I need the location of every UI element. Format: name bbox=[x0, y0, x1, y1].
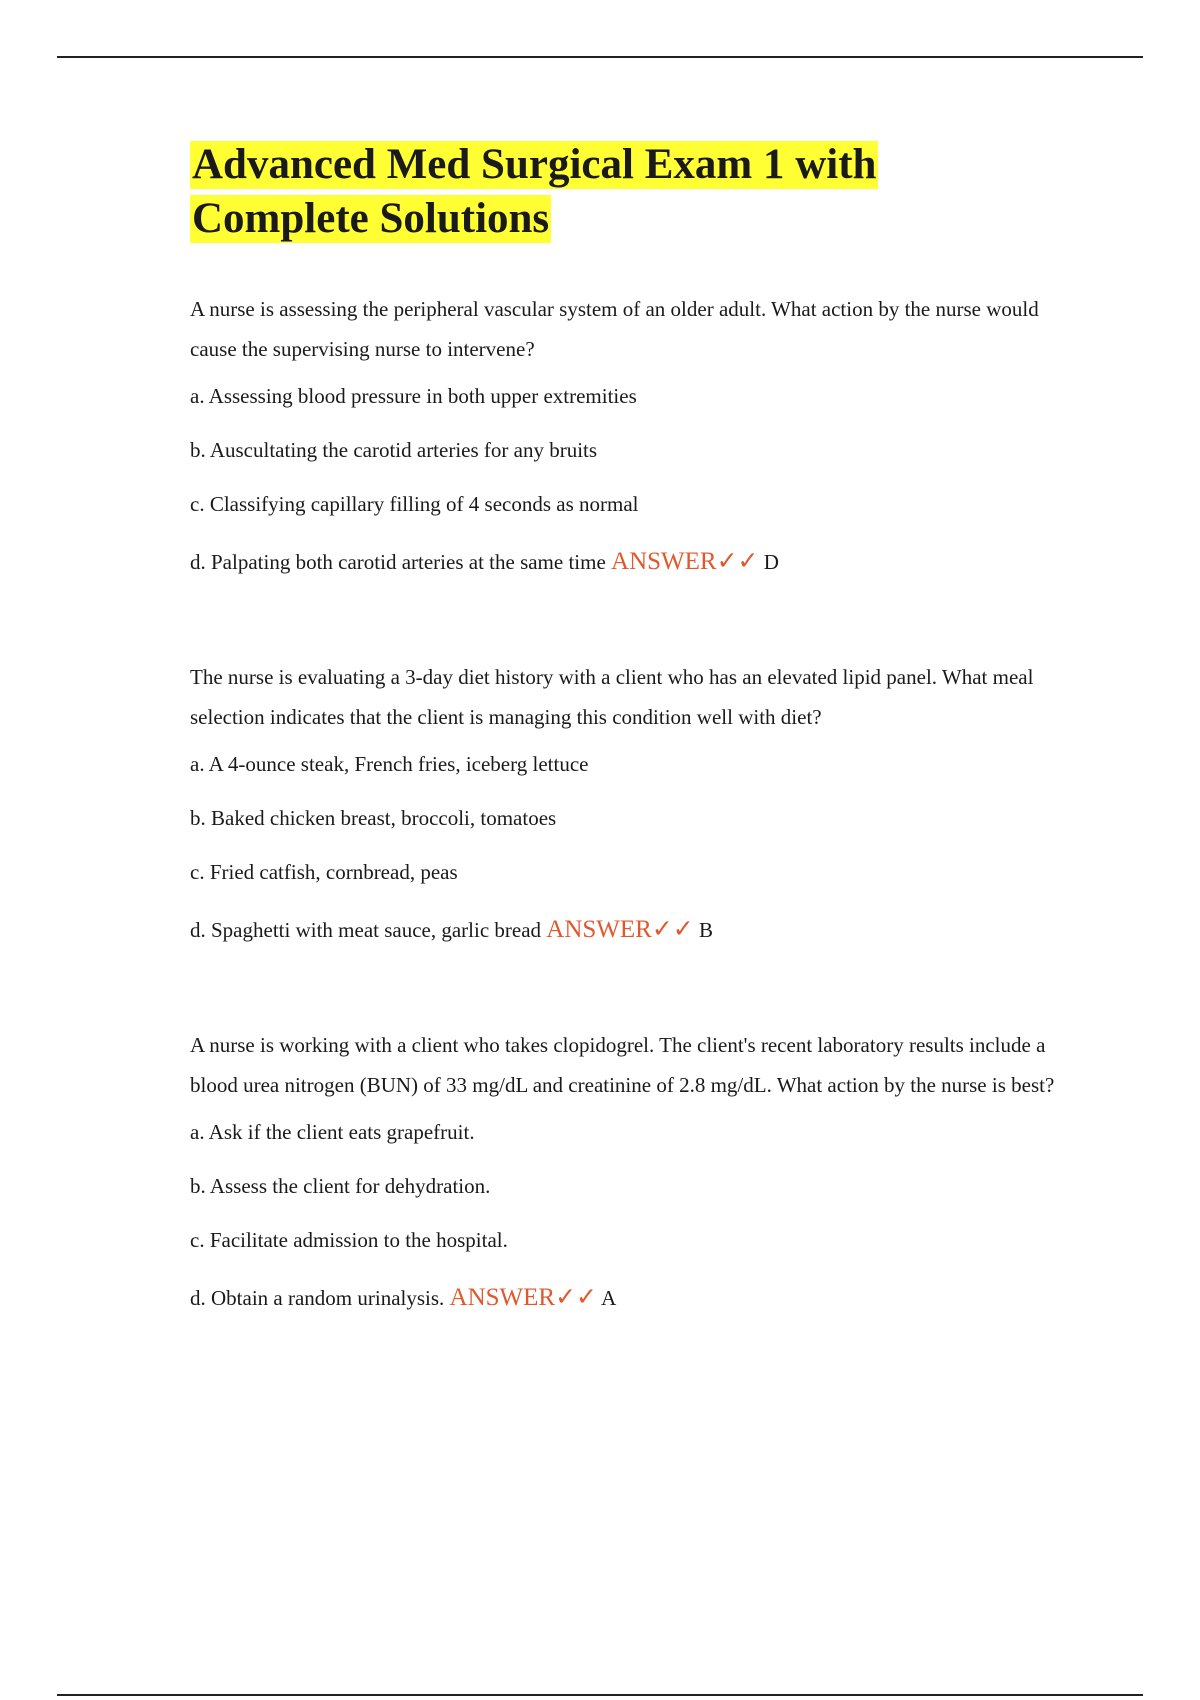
answer-option: c. Fried catfish, cornbread, peas bbox=[190, 860, 458, 884]
title-line-1: Advanced Med Surgical Exam 1 with bbox=[192, 141, 877, 188]
bottom-rule bbox=[57, 1694, 1143, 1696]
question-block bbox=[190, 1025, 1060, 1313]
question-stem: A nurse is working with a client who takes clopidogrel. The client's recent laboratory results include a blood urea nitrogen (BUN) of 33 mg/dL and creatinine of 2.8 mg/dL. What action by the nurse is best? bbox=[190, 1033, 1055, 1097]
option-text: d. Spaghetti with meat sauce, garlic bread bbox=[190, 918, 542, 942]
answer-key: B bbox=[699, 918, 714, 942]
answer-option: c. Facilitate admission to the hospital. bbox=[190, 1228, 508, 1252]
question-block bbox=[190, 289, 1060, 577]
question-stem: A nurse is assessing the peripheral vascular system of an older adult. What action by the nurse would cause the supervising nurse to intervene? bbox=[190, 297, 1039, 361]
option-text: d. Palpating both carotid arteries at the same time bbox=[190, 550, 606, 574]
answer-label: ANSWER✓✓ bbox=[449, 1284, 597, 1311]
answer-label: ANSWER✓✓ bbox=[546, 916, 694, 943]
title-line-2: Complete Solutions bbox=[192, 195, 550, 242]
answer-option: b. Assess the client for dehydration. bbox=[190, 1174, 491, 1198]
answer-option-with-key bbox=[190, 915, 1060, 945]
answer-option-with-key bbox=[190, 1283, 1060, 1313]
answer-option: a. A 4-ounce steak, French fries, iceberg lettuce bbox=[190, 752, 589, 776]
answer-option: b. Baked chicken breast, broccoli, tomatoes bbox=[190, 806, 557, 830]
answer-option: b. Auscultating the carotid arteries for any bruits bbox=[190, 438, 598, 462]
answer-key: A bbox=[601, 1286, 617, 1310]
answer-label: ANSWER✓✓ bbox=[611, 548, 759, 575]
answer-option: a. Assessing blood pressure in both upper extremities bbox=[190, 384, 637, 408]
answer-key: D bbox=[763, 550, 779, 574]
document-body bbox=[190, 138, 1060, 1313]
answer-option-with-key bbox=[190, 547, 1060, 577]
option-text: d. Obtain a random urinalysis. bbox=[190, 1286, 445, 1310]
top-rule bbox=[57, 56, 1143, 58]
question-block bbox=[190, 657, 1060, 945]
answer-option: c. Classifying capillary filling of 4 seconds as normal bbox=[190, 492, 639, 516]
question-stem: The nurse is evaluating a 3-day diet history with a client who has an elevated lipid panel. What meal selection indicates that the client is managing this condition well with diet? bbox=[190, 665, 1034, 729]
document-title bbox=[190, 138, 1060, 246]
answer-option: a. Ask if the client eats grapefruit. bbox=[190, 1120, 475, 1144]
